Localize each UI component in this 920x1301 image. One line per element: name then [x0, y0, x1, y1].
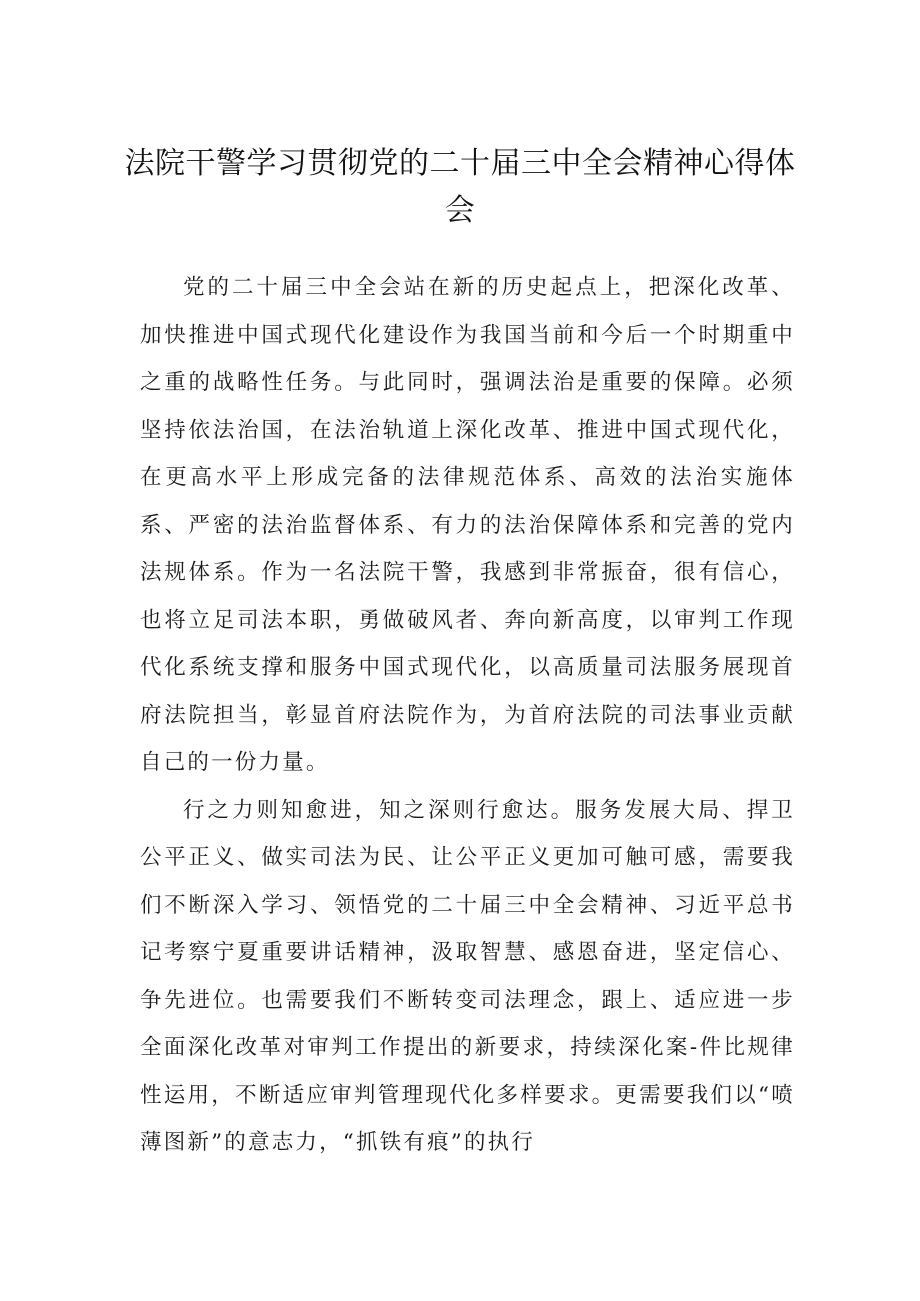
paragraph: 行之力则知愈进，知之深则行愈达。服务发展大局、捍卫公平正义、做实司法为民、让公平正义更加可触可感，需要我们不断深入学习、领悟党的二十届三中全会精神、习近平总书记考察宁夏重要讲话精神，汲取智慧、感恩奋进，坚定信心、争先进位。也需要我们不断转变司法理念，跟上、适应进一步全面深化改革对审判工作提出的新要求，持续深化案-件比规律性运用，不断适应审判管理现代化多样要求。更需要我们以“喷薄图新”的意志力，“抓铁有痕”的执行 [140, 797, 795, 1155]
document-body [140, 264, 795, 1167]
paragraph: 党的二十届三中全会站在新的历史起点上，把深化改革、加快推进中国式现代化建设作为我国当前和今后一个时期重中之重的战略性任务。与此同时，强调法治是重要的保障。必须坚持依法治国，在法治轨道上深化改革、推进中国式现代化，在更高水平上形成完备的法律规范体系、高效的法治实施体系、严密的法治监督体系、有力的法治保障体系和完善的党内法规体系。作为一名法院干警，我感到非常振奋，很有信心，也将立足司法本职，勇做破风者、奔向新高度，以审判工作现代化系统支撑和服务中国式现代化，以高质量司法服务展现首府法院担当，彰显首府法院作为，为首府法院的司法事业贡献自己的一份力量。 [140, 275, 795, 775]
document-title: 法院干警学习贯彻党的二十届三中全会精神心得体会 [124, 146, 796, 228]
